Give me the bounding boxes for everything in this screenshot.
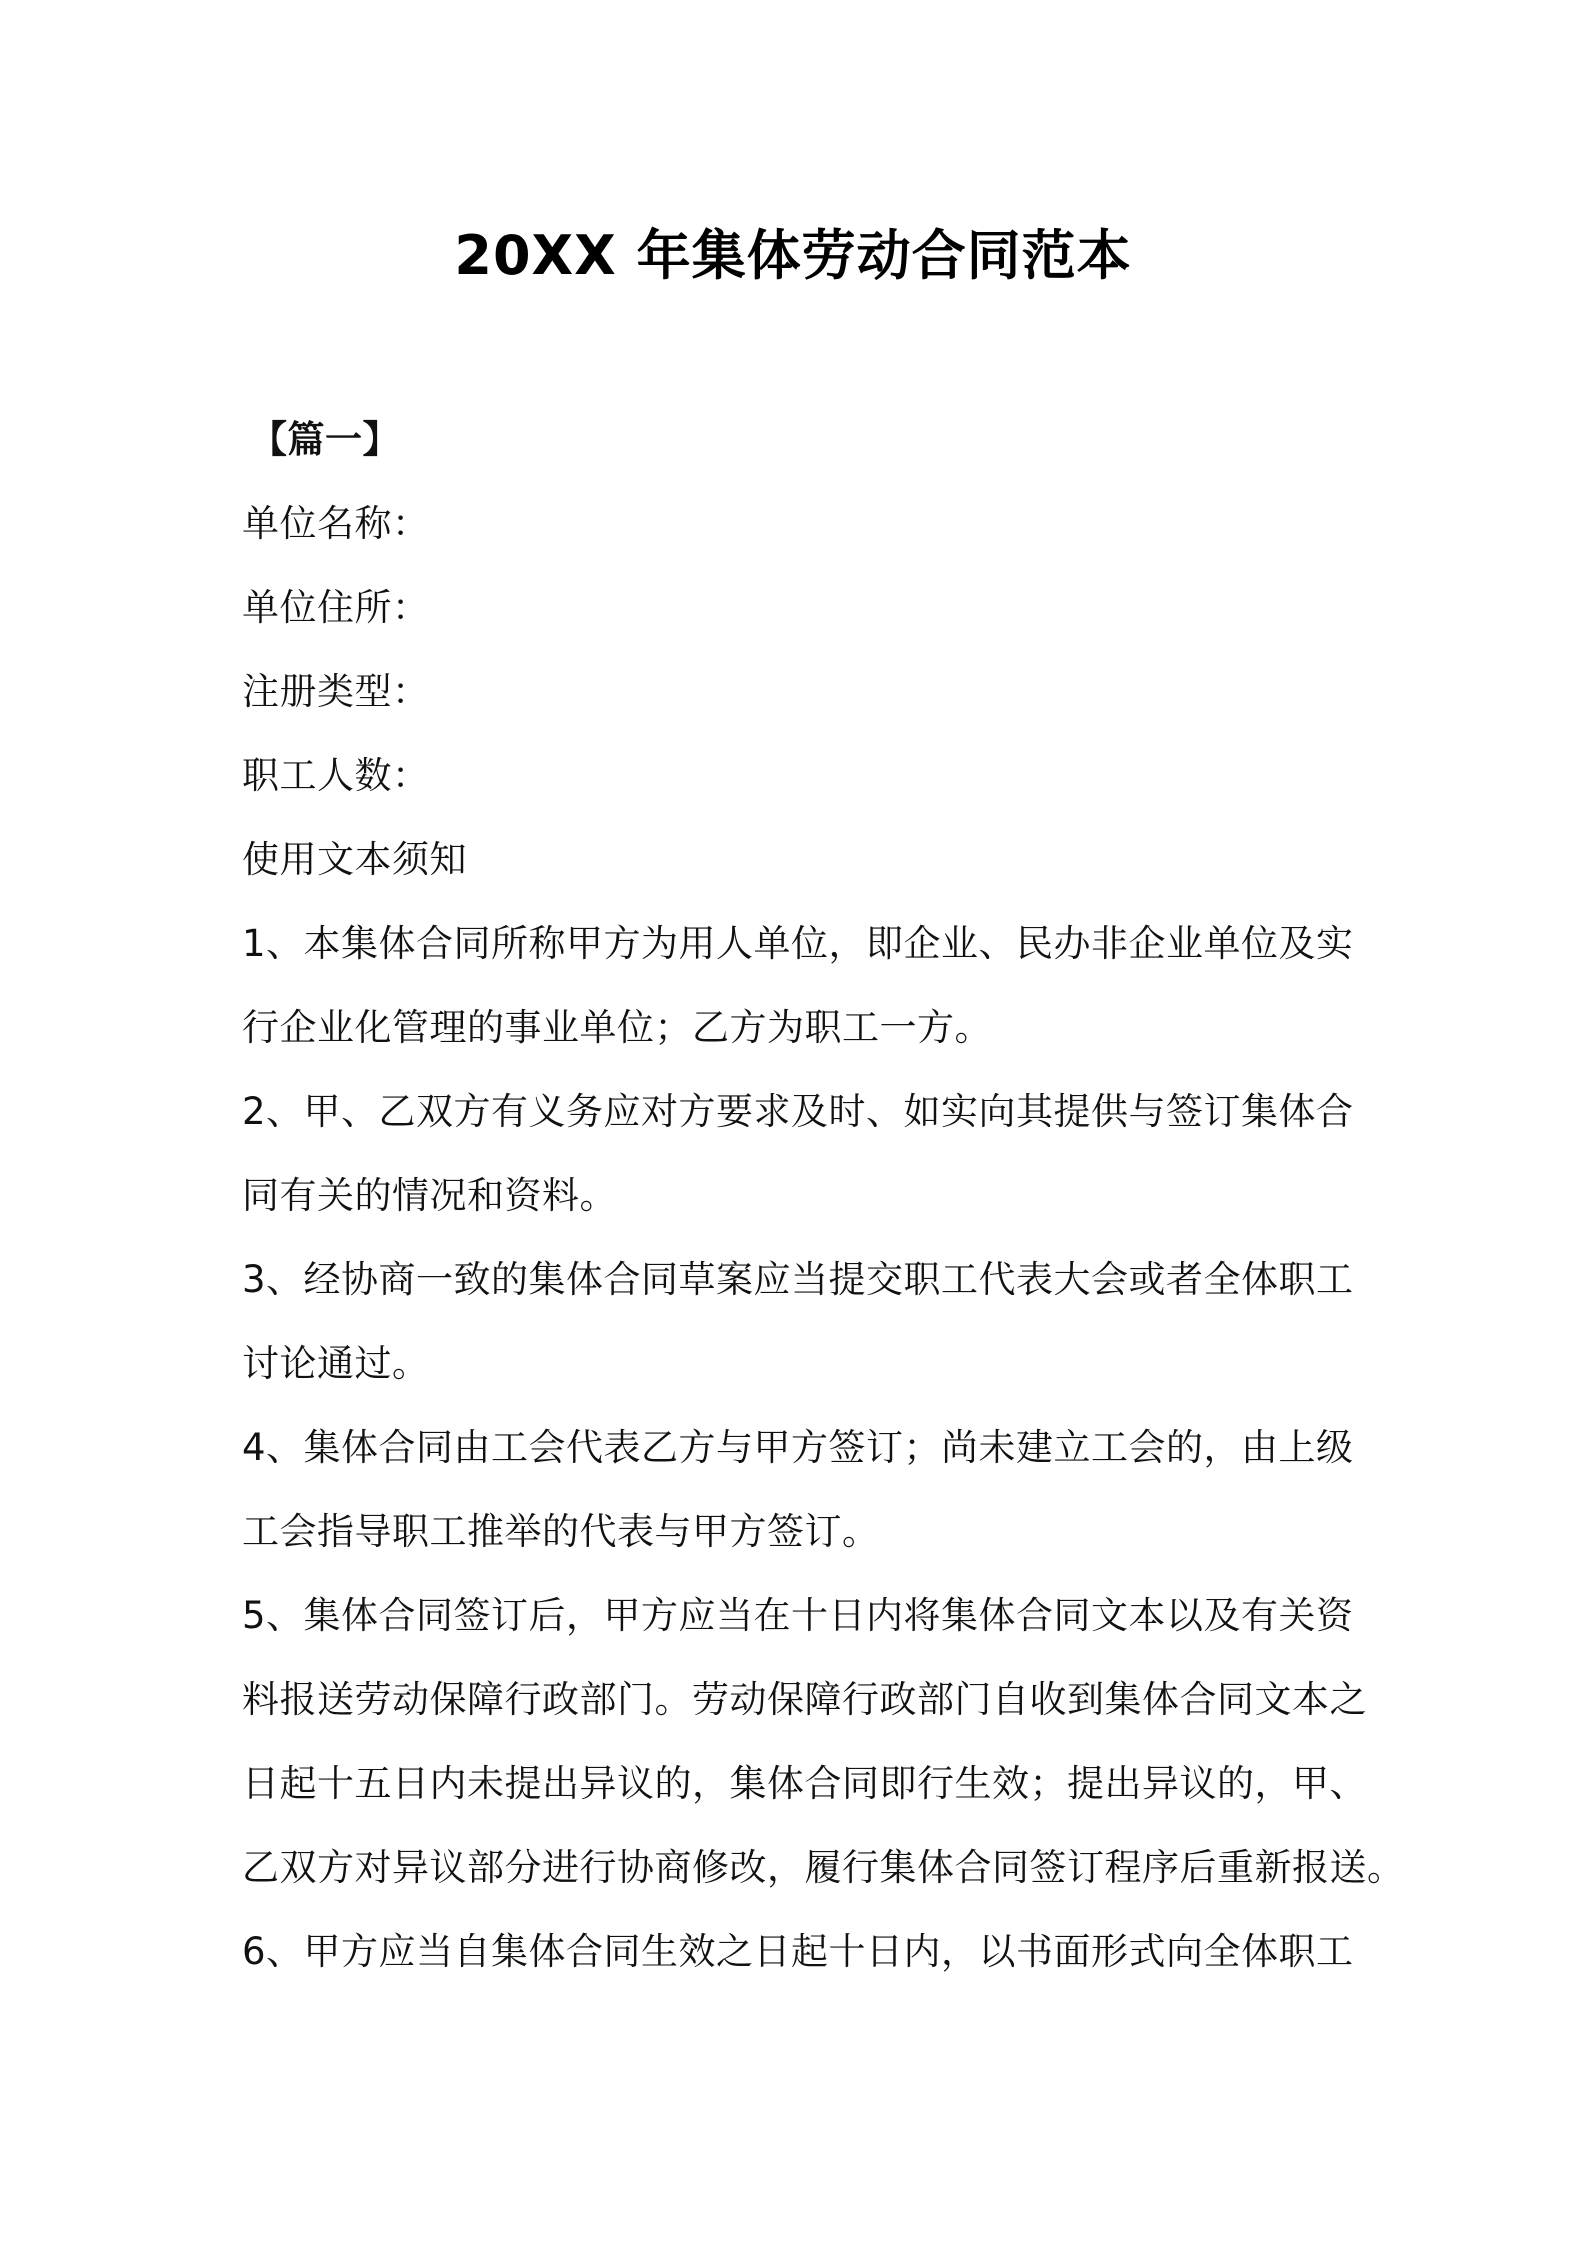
field-employee-count: 职工人数： [242,754,430,797]
paragraph-line: 5、集体合同签订后，甲方应当在十日内将集体合同文本以及有关资 [242,1594,1354,1637]
paragraph-line: 4、集体合同由工会代表乙方与甲方签订；尚未建立工会的，由上级 [242,1426,1354,1469]
section-heading: 【篇一】 [250,418,400,461]
document-body [242,398,1405,1994]
paragraph-line: 工会指导职工推举的代表与甲方签订。 [242,1510,880,1553]
paragraph-line: 讨论通过。 [242,1342,430,1385]
field-registration-type: 注册类型： [242,670,430,713]
paragraph-line: 乙双方对异议部分进行协商修改，履行集体合同签订程序后重新报送。 [242,1846,1405,1889]
paragraph-line: 3、经协商一致的集体合同草案应当提交职工代表大会或者全体职工 [242,1258,1354,1301]
paragraph-line: 料报送劳动保障行政部门。劳动保障行政部门自收到集体合同文本之 [242,1678,1367,1721]
paragraph-line: 同有关的情况和资料。 [242,1174,617,1217]
field-unit-address: 单位住所： [242,586,430,629]
field-unit-name: 单位名称： [242,502,430,545]
paragraph-line: 日起十五日内未提出异议的，集体合同即行生效；提出异议的，甲、 [242,1762,1367,1805]
document-title: 20XX 年集体劳动合同范本 [454,224,1132,287]
notice-heading: 使用文本须知 [242,838,467,881]
paragraph-line: 2、甲、乙双方有义务应对方要求及时、如实向其提供与签订集体合 [242,1090,1354,1133]
paragraph-line: 6、甲方应当自集体合同生效之日起十日内，以书面形式向全体职工 [242,1930,1354,1973]
paragraph-line: 行企业化管理的事业单位；乙方为职工一方。 [242,1006,992,1049]
paragraph-line: 1、本集体合同所称甲方为用人单位，即企业、民办非企业单位及实 [242,922,1354,965]
